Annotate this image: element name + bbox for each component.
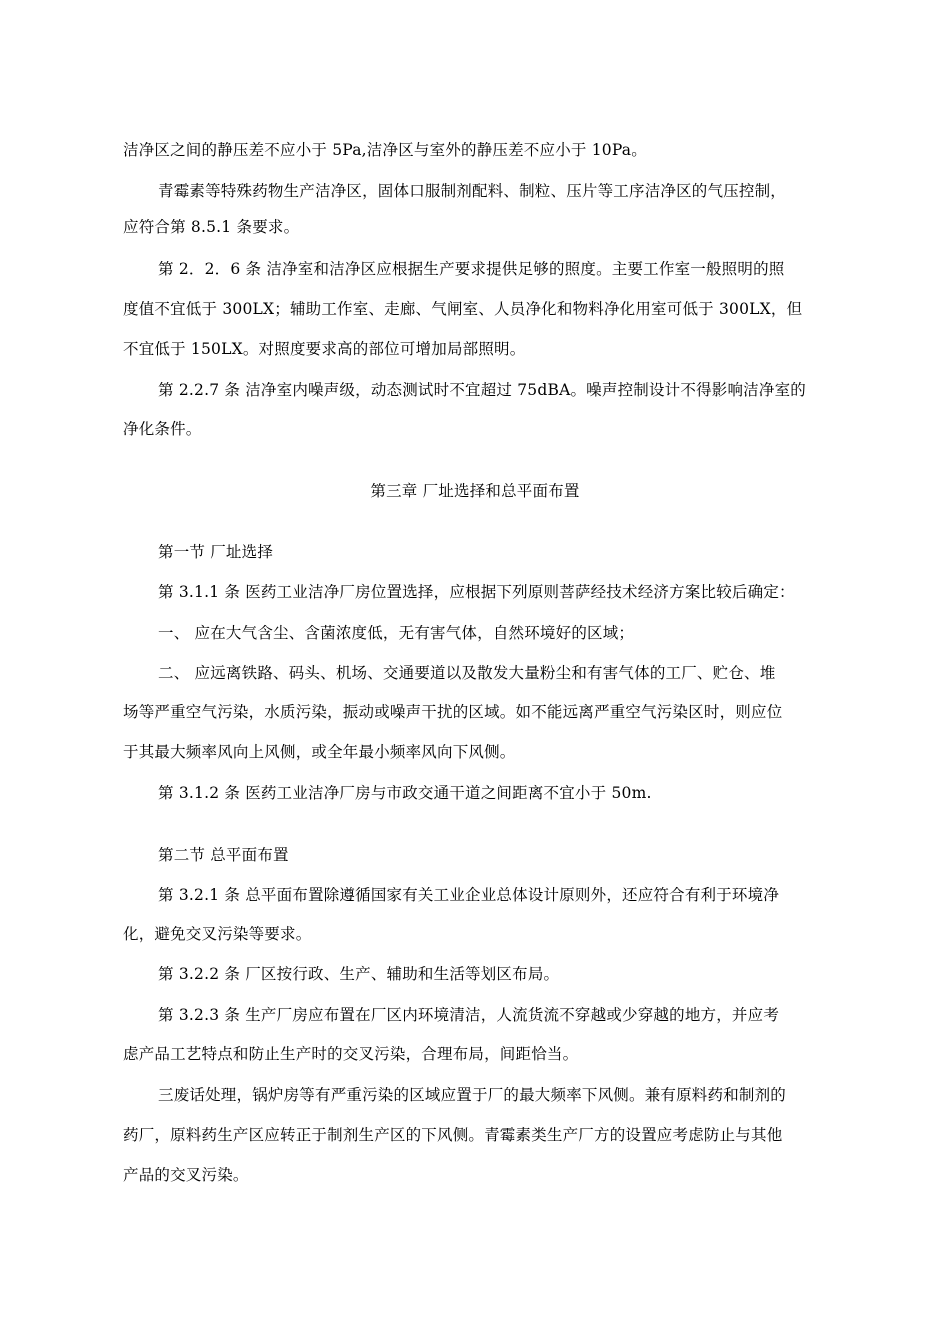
chapter-heading: 第三章 厂址选择和总平面布置 (370, 482, 580, 500)
text-line: 第 3.2.2 条 厂区按行政、生产、辅助和生活等划区布局。 (158, 965, 560, 983)
text-line: 净化条件。 (123, 420, 202, 438)
section-heading: 第二节 总平面布置 (158, 846, 289, 864)
text-line: 一、 应在大气含尘、含菌浓度低，无有害气体，自然环境好的区域； (158, 624, 635, 642)
text-line: 青霉素等特殊药物生产洁净区，固体口服制剂配料、制粒、压片等工序洁净区的气压控制， (158, 182, 787, 200)
text-line: 应符合第 8.5.1 条要求。 (123, 218, 300, 236)
text-line: 不宜低于 150LX。对照度要求高的部位可增加局部照明。 (123, 340, 526, 358)
text-line: 二、 应远离铁路、码头、机场、交通要道以及散发大量粉尘和有害气体的工厂、贮仓、堆 (158, 664, 776, 682)
text-line: 第 2．2．6 条 洁净室和洁净区应根据生产要求提供足够的照度。主要工作室一般照明的照 (158, 260, 785, 278)
text-line: 场等严重空气污染，水质污染，振动或噪声干扰的区域。如不能远离严重空气污染区时，则应位 (123, 703, 783, 721)
text-line: 第 2.2.7 条 洁净室内噪声级，动态测试时不宜超过 75dBA。噪声控制设计不得影响洁净室的 (158, 381, 806, 399)
text-line: 第 3.1.2 条 医药工业洁净厂房与市政交通干道之间距离不宜小于 50m. (158, 784, 652, 802)
text-line: 三废话处理，锅炉房等有严重污染的区域应置于厂的最大频率下风侧。兼有原料药和制剂的 (158, 1086, 787, 1104)
text-line: 度值不宜低于 300LX；辅助工作室、走廊、气闸室、人员净化和物料净化用室可低于 300LX，但 (123, 300, 803, 318)
text-line: 化，避免交叉污染等要求。 (123, 925, 312, 943)
text-line: 第 3.2.3 条 生产厂房应布置在厂区内环境清洁，人流货流不穿越或少穿越的地方，并应考 (158, 1006, 780, 1024)
text-line: 虑产品工艺特点和防止生产时的交叉污染，合理布局，间距恰当。 (123, 1045, 579, 1063)
text-line: 第 3.1.1 条 医药工业洁净厂房位置选择，应根据下列原则菩萨经技术经济方案比较后确定： (158, 583, 795, 601)
text-line: 于其最大频率风向上风侧，或全年最小频率风向下风侧。 (123, 743, 516, 761)
section-heading: 第一节 厂址选择 (158, 543, 274, 561)
text-line: 第 3.2.1 条 总平面布置除遵循国家有关工业企业总体设计原则外，还应符合有利于环境净 (158, 886, 780, 904)
text-line: 产品的交叉污染。 (123, 1166, 249, 1184)
text-line: 药厂，原料药生产区应转正于制剂生产区的下风侧。青霉素类生产厂方的设置应考虑防止与其他 (123, 1126, 783, 1144)
text-line: 洁净区之间的静压差不应小于 5Pa,洁净区与室外的静压差不应小于 10Pa。 (123, 141, 647, 159)
